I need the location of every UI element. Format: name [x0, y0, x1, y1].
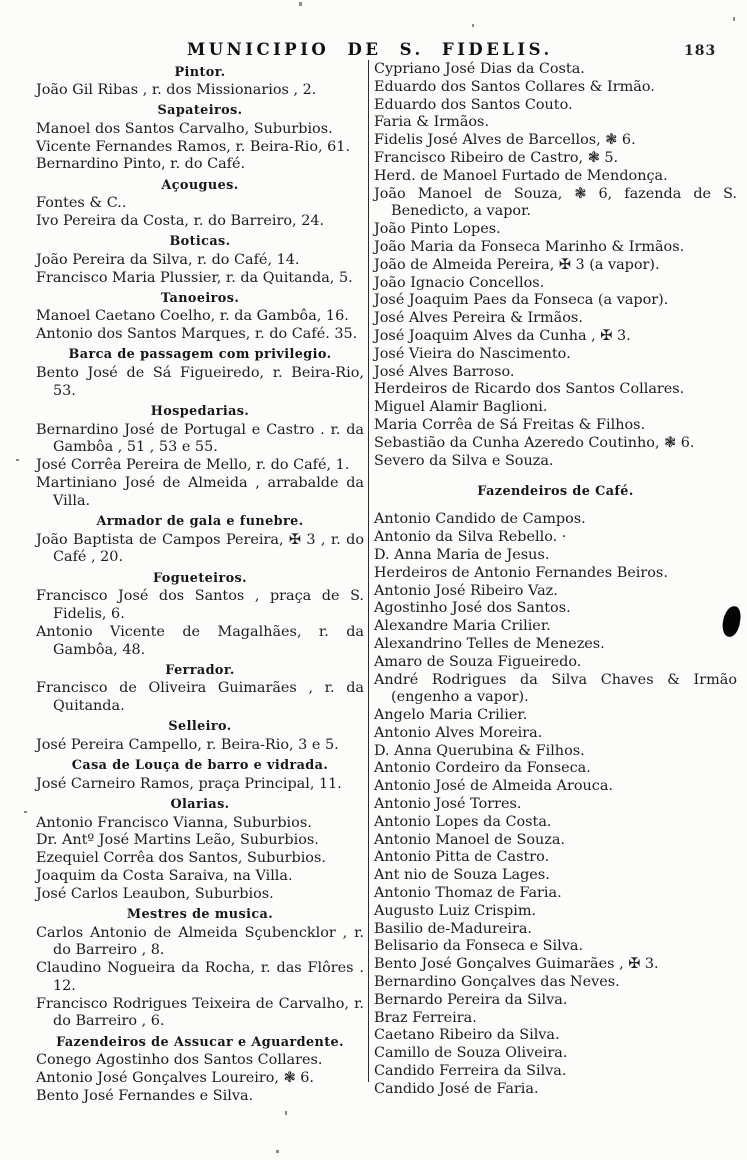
scan-speck	[285, 1111, 287, 1115]
section-heading: Selleiro.	[168, 719, 232, 735]
directory-entry: João Manoel de Souza, ❃ 6, fazenda de S. Benedicto, a vapor.	[374, 185, 737, 220]
directory-entry: João de Almeida Pereira, ✠ 3 (a vapor).	[374, 256, 660, 273]
section-heading: Boticas.	[169, 234, 231, 250]
directory-entry: Camillo de Souza Oliveira.	[374, 1045, 568, 1062]
directory-entry: José Pereira Campello, r. Beira-Rio, 3 e 5.	[36, 736, 339, 753]
section-heading: Pintor.	[174, 64, 226, 80]
section-heading: Fazendeiros de Assucar e Aguardente.	[56, 1034, 344, 1050]
directory-entry: José Joaquim Paes da Fonseca (a vapor).	[374, 292, 669, 309]
directory-entry: Bento José Gonçalves Guimarães , ✠ 3.	[374, 956, 659, 973]
directory-entry: Bernardino Pinto, r. do Café.	[36, 156, 246, 173]
directory-entry: José Corrêa Pereira de Mello, r. do Café, 1.	[36, 457, 350, 474]
directory-entry: Vicente Fernandes Ramos, r. Beira-Rio, 61.	[36, 138, 351, 155]
directory-entry: Francisco José dos Santos , praça de S. Fidelis, 6.	[36, 588, 364, 622]
section-heading: Fogueteiros.	[153, 570, 247, 586]
directory-entry: Bernardino José de Portugal e Castro . r. da Gambôa , 51 , 53 e 55.	[36, 421, 364, 456]
directory-entry: Francisco de Oliveira Guimarães , r. da Quitanda.	[36, 680, 364, 715]
directory-entry: José Vieira do Nascimento.	[374, 345, 571, 362]
directory-entry: Alexandre Maria Crilier.	[374, 618, 551, 635]
directory-entry: Manoel Caetano Coelho, r. da Gambôa, 16.	[36, 308, 349, 325]
directory-entry: Herdeiros de Ricardo dos Santos Collares.	[374, 381, 685, 398]
directory-entry: D. Anna Maria de Jesus.	[374, 546, 550, 563]
directory-entry: Belisario da Fonseca e Silva.	[374, 938, 584, 955]
directory-entry: Francisco Rodrigues Teixeira de Carvalho, r. do Barreiro , 6.	[36, 995, 364, 1030]
directory-entry: Agostinho José dos Santos.	[374, 600, 571, 617]
directory-entry: Joaquim da Costa Saraiva, na Villa.	[36, 867, 293, 884]
directory-entry: Miguel Alamir Baglioni.	[374, 399, 548, 416]
directory-entry: Francisco Maria Plussier, r. da Quitanda, 5.	[36, 269, 353, 286]
directory-entry: Fontes & C..	[36, 195, 127, 212]
directory-entry: Antonio José Gonçalves Loureiro, ❃ 6.	[36, 1070, 314, 1087]
directory-entry: Severo da Silva e Souza.	[374, 452, 554, 469]
directory-entry: Claudino Nogueira da Rocha, r. das Flôres . 12.	[36, 960, 364, 994]
page-title: MUNICIPIO DE S. FIDELIS.	[186, 40, 553, 59]
directory-entry: Amaro de Souza Figueiredo.	[374, 653, 582, 670]
scan-speck	[472, 24, 474, 27]
left-column	[36, 61, 364, 1106]
directory-entry: Faria & Irmãos.	[374, 114, 490, 131]
directory-entry: Antonio Pitta de Castro.	[374, 849, 550, 866]
section-heading: Armador de gala e funebre.	[96, 514, 304, 530]
directory-entry: Carlos Antonio de Almeida Sçubencklor , r. do Barreiro , 8.	[36, 924, 364, 959]
directory-entry: Francisco Ribeiro de Castro, ❃ 5.	[374, 149, 619, 166]
right-column	[374, 61, 737, 1099]
directory-entry: José Carneiro Ramos, praça Principal, 11.	[36, 775, 342, 792]
directory-entry: Bernardino Gonçalves das Neves.	[374, 974, 620, 991]
section-heading: Sapateiros.	[157, 103, 243, 119]
section-heading: Mestres de musica.	[126, 907, 274, 922]
directory-entry: Antonio José de Almeida Arouca.	[374, 778, 613, 795]
directory-entry: Dr. Antº José Martins Leão, Suburbios.	[36, 832, 319, 849]
directory-entry: Conego Agostinho dos Santos Collares.	[36, 1052, 323, 1069]
directory-entry: João Pereira da Silva, r. do Café, 14.	[36, 251, 300, 268]
directory-entry: Ezequiel Corrêa dos Santos, Suburbios.	[36, 850, 326, 867]
directory-entry: Antonio Vicente de Magalhães, r. da Gambôa, 48.	[36, 623, 364, 658]
directory-entry: Manoel dos Santos Carvalho, Suburbios.	[36, 120, 333, 137]
directory-entry: Eduardo dos Santos Collares & Irmão.	[374, 78, 655, 95]
directory-entry: Augusto Luiz Crispim.	[374, 902, 537, 919]
directory-entry: Antonio Francisco Vianna, Suburbios.	[36, 814, 312, 831]
directory-entry: Sebastião da Cunha Azeredo Coutinho, ❃ 6.	[374, 434, 695, 451]
directory-entry: Antonio Manoel de Souza.	[374, 831, 565, 848]
directory-entry: Bento José Fernandes e Silva.	[36, 1087, 254, 1104]
directory-entry: João Maria da Fonseca Marinho & Irmãos.	[374, 238, 685, 255]
directory-entry: Fidelis José Alves de Barcellos, ❃ 6.	[374, 132, 636, 149]
section-heading: Fazendeiros de Café.	[477, 484, 634, 500]
directory-entry: Bernardo Pereira da Silva.	[374, 991, 568, 1008]
directory-entry: Antonio José Ribeiro Vaz.	[374, 582, 558, 599]
directory-entry: Antonio Thomaz de Faria.	[374, 885, 562, 902]
directory-entry: Ant nio de Souza Lages.	[374, 867, 550, 884]
directory-entry: João Pinto Lopes.	[374, 221, 501, 238]
directory-entry: Antonio Candido de Campos.	[374, 511, 586, 528]
section-heading: Ferrador.	[165, 662, 235, 678]
section-heading: Hospedarias.	[150, 404, 250, 420]
directory-entry: João Ignacio Concellos.	[374, 274, 545, 291]
directory-entry: Caetano Ribeiro da Silva.	[374, 1027, 560, 1044]
directory-entry: Antonio Alves Moreira.	[374, 724, 543, 741]
directory-entry: José Carlos Leaubon, Suburbios.	[36, 885, 274, 902]
section-heading: Açougues.	[161, 177, 239, 193]
directory-entry: Antonio dos Santos Marques, r. do Café. 35.	[36, 326, 358, 343]
scan-speck	[276, 1150, 279, 1153]
directory-entry: Alexandrino Telles de Menezes.	[374, 635, 605, 652]
scan-speck	[24, 811, 27, 813]
scan-speck	[299, 2, 302, 6]
directory-entry: Herdeiros de Antonio Fernandes Beiros.	[374, 564, 668, 581]
section-heading: Olarias.	[170, 797, 230, 813]
directory-entry: Martiniano José de Almeida , arrabalde da Villa.	[36, 474, 364, 509]
section-heading: Tanoeiros.	[160, 290, 240, 306]
section-heading: Casa de Louça de barro e vidrada.	[71, 758, 329, 774]
directory-entry: Antonio da Silva Rebello. ·	[374, 529, 567, 546]
section-heading: Barca de passagem com privilegio.	[68, 347, 332, 363]
directory-entry: Angelo Maria Crilier.	[374, 707, 528, 724]
directory-entry: João Baptista de Campos Pereira, ✠ 3 , r. do Café , 20.	[36, 531, 364, 566]
directory-entry: José Joaquim Alves da Cunha , ✠ 3.	[374, 327, 631, 344]
scan-speck	[733, 17, 735, 21]
directory-entry: Bento José de Sá Figueiredo, r. Beira-Rio, 53.	[36, 364, 364, 399]
directory-entry: Cypriano José Dias da Costa.	[374, 61, 585, 77]
page-number: 183	[684, 43, 717, 59]
directory-entry: Herd. de Manoel Furtado de Mendonça.	[374, 167, 668, 184]
directory-entry: Antonio Cordeiro da Fonseca.	[374, 760, 591, 777]
directory-entry: Ivo Pereira da Costa, r. do Barreiro, 24.	[36, 212, 325, 229]
directory-entry: José Alves Barroso.	[374, 363, 515, 380]
directory-entry: André Rodrigues da Silva Chaves & Irmão (engenho a vapor).	[374, 671, 737, 706]
directory-entry: Candido Ferreira da Silva.	[374, 1063, 567, 1080]
directory-entry: Candido José de Faria.	[374, 1080, 539, 1097]
scan-speck	[16, 459, 19, 461]
directory-entry: José Alves Pereira & Irmãos.	[374, 310, 583, 327]
directory-entry: Eduardo dos Santos Couto.	[374, 96, 573, 113]
directory-entry: Maria Corrêa de Sá Freitas & Filhos.	[374, 416, 646, 433]
column-divider	[368, 60, 369, 1082]
directory-entry: Basilio de-Madureira.	[374, 920, 533, 937]
directory-entry: Antonio José Torres.	[374, 796, 522, 813]
directory-entry: João Gil Ribas , r. dos Missionarios , 2.	[36, 82, 317, 98]
directory-entry: Antonio Lopes da Costa.	[374, 813, 552, 830]
directory-entry: Braz Ferreira.	[374, 1009, 477, 1026]
directory-entry: D. Anna Querubina & Filhos.	[374, 742, 585, 759]
